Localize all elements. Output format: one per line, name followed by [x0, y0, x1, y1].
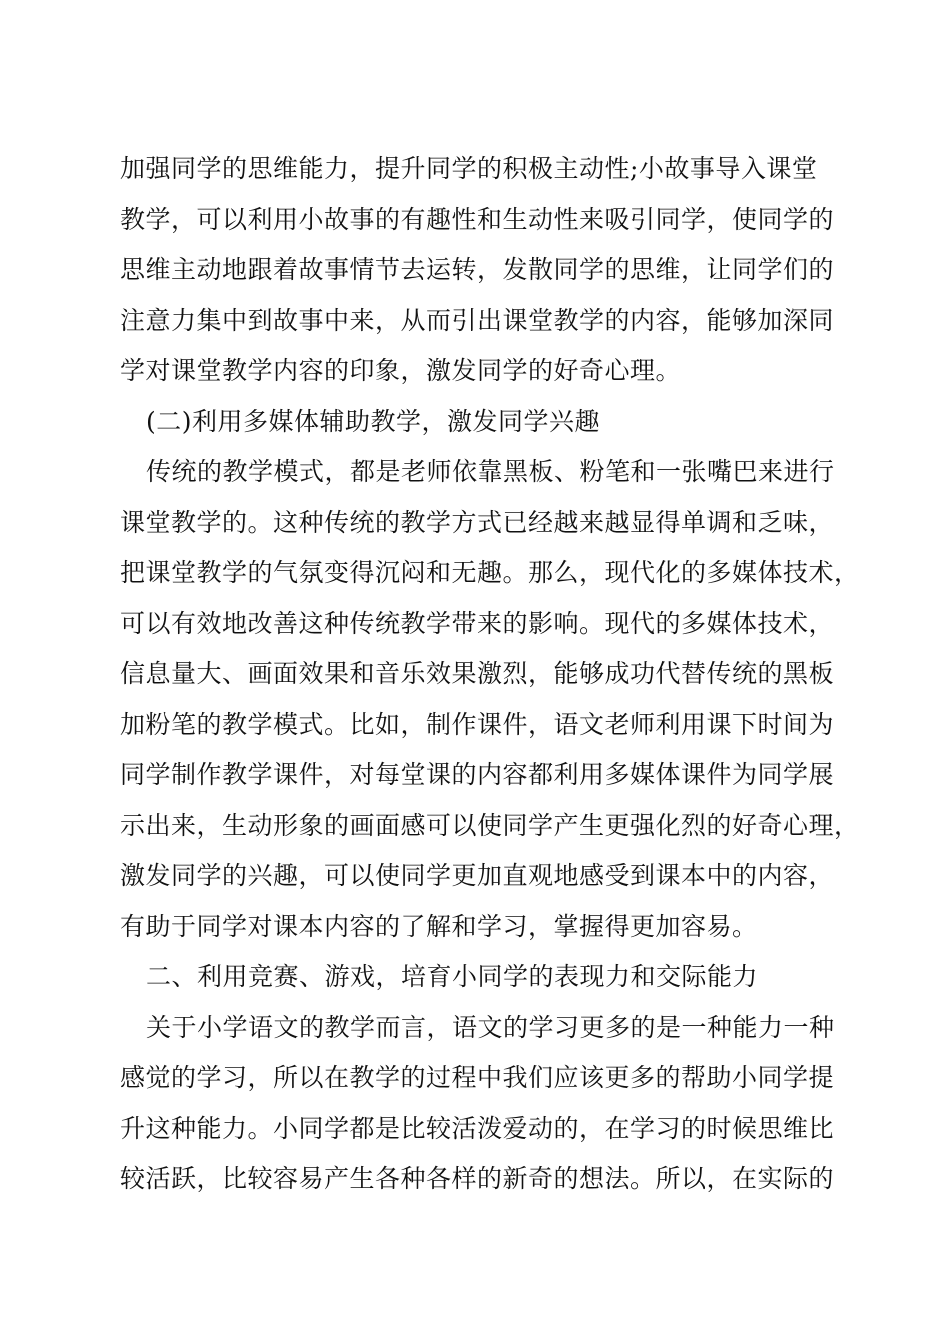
text-line: 加强同学的思维能力，提升同学的积极主动性;小故事导入课堂 [120, 154, 818, 183]
text-line: 传统的教学模式，都是老师依靠黑板、粉笔和一张嘴巴来进行 [146, 457, 835, 486]
text-line: 学对课堂教学内容的印象，激发同学的好奇心理。 [120, 356, 682, 385]
text-line: 加粉笔的教学模式。比如，制作课件，语文老师利用课下时间为 [120, 709, 835, 739]
text-line: 教学，可以利用小故事的有趣性和生动性来吸引同学，使同学的 [120, 204, 835, 234]
text-line: 关于小学语文的教学而言，语文的学习更多的是一种能力一种 [146, 1012, 835, 1042]
text-line: 较活跃，比较容易产生各种各样的新奇的想法。所以，在实际的 [120, 1164, 835, 1193]
text-line: 信息量大、画面效果和音乐效果激烈，能够成功代替传统的黑板 [120, 659, 835, 688]
body-text [120, 144, 860, 1205]
text-line: 升这种能力。小同学都是比较活泼爱动的，在学习的时候思维比 [120, 1113, 835, 1143]
section-heading: 二、利用竞赛、游戏，培育小同学的表现力和交际能力 [146, 962, 759, 991]
text-line: 可以有效地改善这种传统教学带来的影响。现代的多媒体技术， [120, 608, 835, 638]
text-line: 同学制作教学课件，对每堂课的内容都利用多媒体课件为同学展 [120, 760, 835, 789]
text-line: 注意力集中到故事中来，从而引出课堂教学的内容，能够加深同 [120, 305, 835, 335]
section-heading: (二)利用多媒体辅助教学，激发同学兴趣 [146, 406, 601, 436]
text-line: 感觉的学习，所以在教学的过程中我们应该更多的帮助小同学提 [120, 1063, 835, 1092]
text-line: 激发同学的兴趣，可以使同学更加直观地感受到课本中的内容， [120, 861, 835, 890]
text-line: 有助于同学对课本内容的了解和学习，掌握得更加容易。 [120, 911, 758, 941]
text-line: 把课堂教学的气氛变得沉闷和无趣。那么，现代化的多媒体技术， [120, 558, 860, 587]
text-line: 思维主动地跟着故事情节去运转，发散同学的思维，让同学们的 [120, 255, 835, 284]
text-line: 示出来，生动形象的画面感可以使同学产生更强化烈的好奇心理， [120, 810, 860, 840]
text-line: 课堂教学的。这种传统的教学方式已经越来越显得单调和乏味， [120, 507, 835, 537]
